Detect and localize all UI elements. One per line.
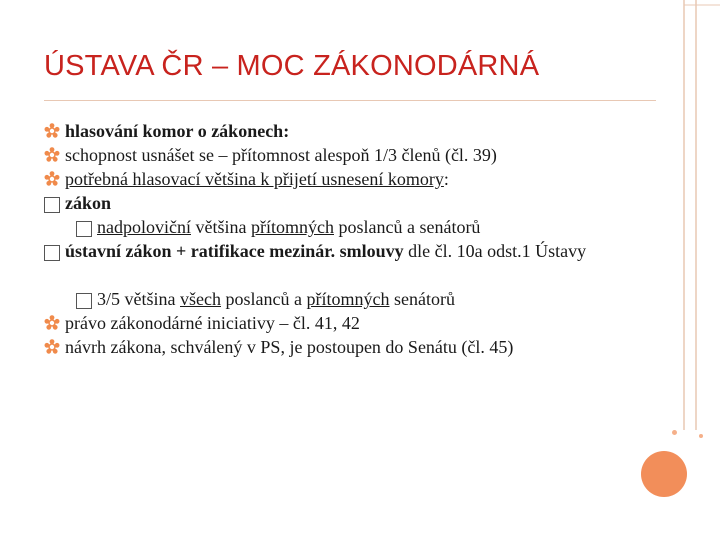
list-item [44, 167, 694, 191]
text-fragment: dle čl. 10a odst.1 Ústavy [403, 241, 587, 261]
list-item-text: zákon [65, 193, 112, 213]
checkbox-bullet-icon [44, 245, 60, 261]
flower-star-bullet-icon [44, 171, 60, 187]
bullet-list [44, 119, 694, 359]
list-item [44, 191, 694, 215]
checkbox-bullet-icon [76, 221, 92, 237]
list-item-text: návrh zákona, schválený v PS, je postoupen do Senátu (čl. 45) [65, 337, 514, 357]
underlined-text: všech [180, 289, 221, 309]
decor-dot [699, 434, 703, 438]
decor-dot [672, 430, 677, 435]
underlined-text: nadpoloviční [97, 217, 191, 237]
bold-text: ústavní zákon + ratifikace mezinár. smlouvy [65, 241, 404, 261]
slide-title: ÚSTAVA ČR – MOC ZÁKONODÁRNÁ [44, 50, 540, 82]
text-fragment: většina [190, 217, 251, 237]
list-item-text [97, 287, 694, 311]
list-item-text [65, 239, 694, 263]
list-item-text: právo zákonodárné iniciativy – čl. 41, 42 [65, 313, 360, 333]
list-item-text: schopnost usnášet se – přítomnost alespoň 1/3 členů (čl. 39) [65, 145, 497, 165]
title-divider [44, 100, 656, 101]
list-item [44, 215, 694, 239]
list-item [44, 335, 694, 359]
list-item [44, 287, 694, 311]
underlined-text: přítomných [250, 217, 334, 237]
list-item [44, 119, 694, 143]
text-fragment: 3/5 většina [97, 289, 180, 309]
underlined-text: přítomných [306, 289, 390, 309]
list-item-text [65, 167, 694, 191]
flower-star-bullet-icon [44, 339, 60, 355]
text-fragment: poslanců a [220, 289, 307, 309]
list-item [44, 239, 694, 287]
list-item [44, 311, 694, 335]
checkbox-bullet-icon [76, 293, 92, 309]
list-item-text: hlasování komor o zákonech: [65, 121, 290, 141]
text-fragment: senátorů [389, 289, 455, 309]
flower-star-bullet-icon [44, 147, 60, 163]
flower-star-bullet-icon [44, 123, 60, 139]
text-fragment: poslanců a senátorů [333, 217, 481, 237]
flower-star-bullet-icon [44, 315, 60, 331]
underlined-text: potřebná hlasovací většina k přijetí usnesení komory [65, 169, 444, 189]
decor-circle [641, 451, 687, 497]
list-item-text [97, 215, 694, 239]
list-item [44, 143, 694, 167]
checkbox-bullet-icon [44, 197, 60, 213]
text-fragment: : [443, 169, 449, 189]
